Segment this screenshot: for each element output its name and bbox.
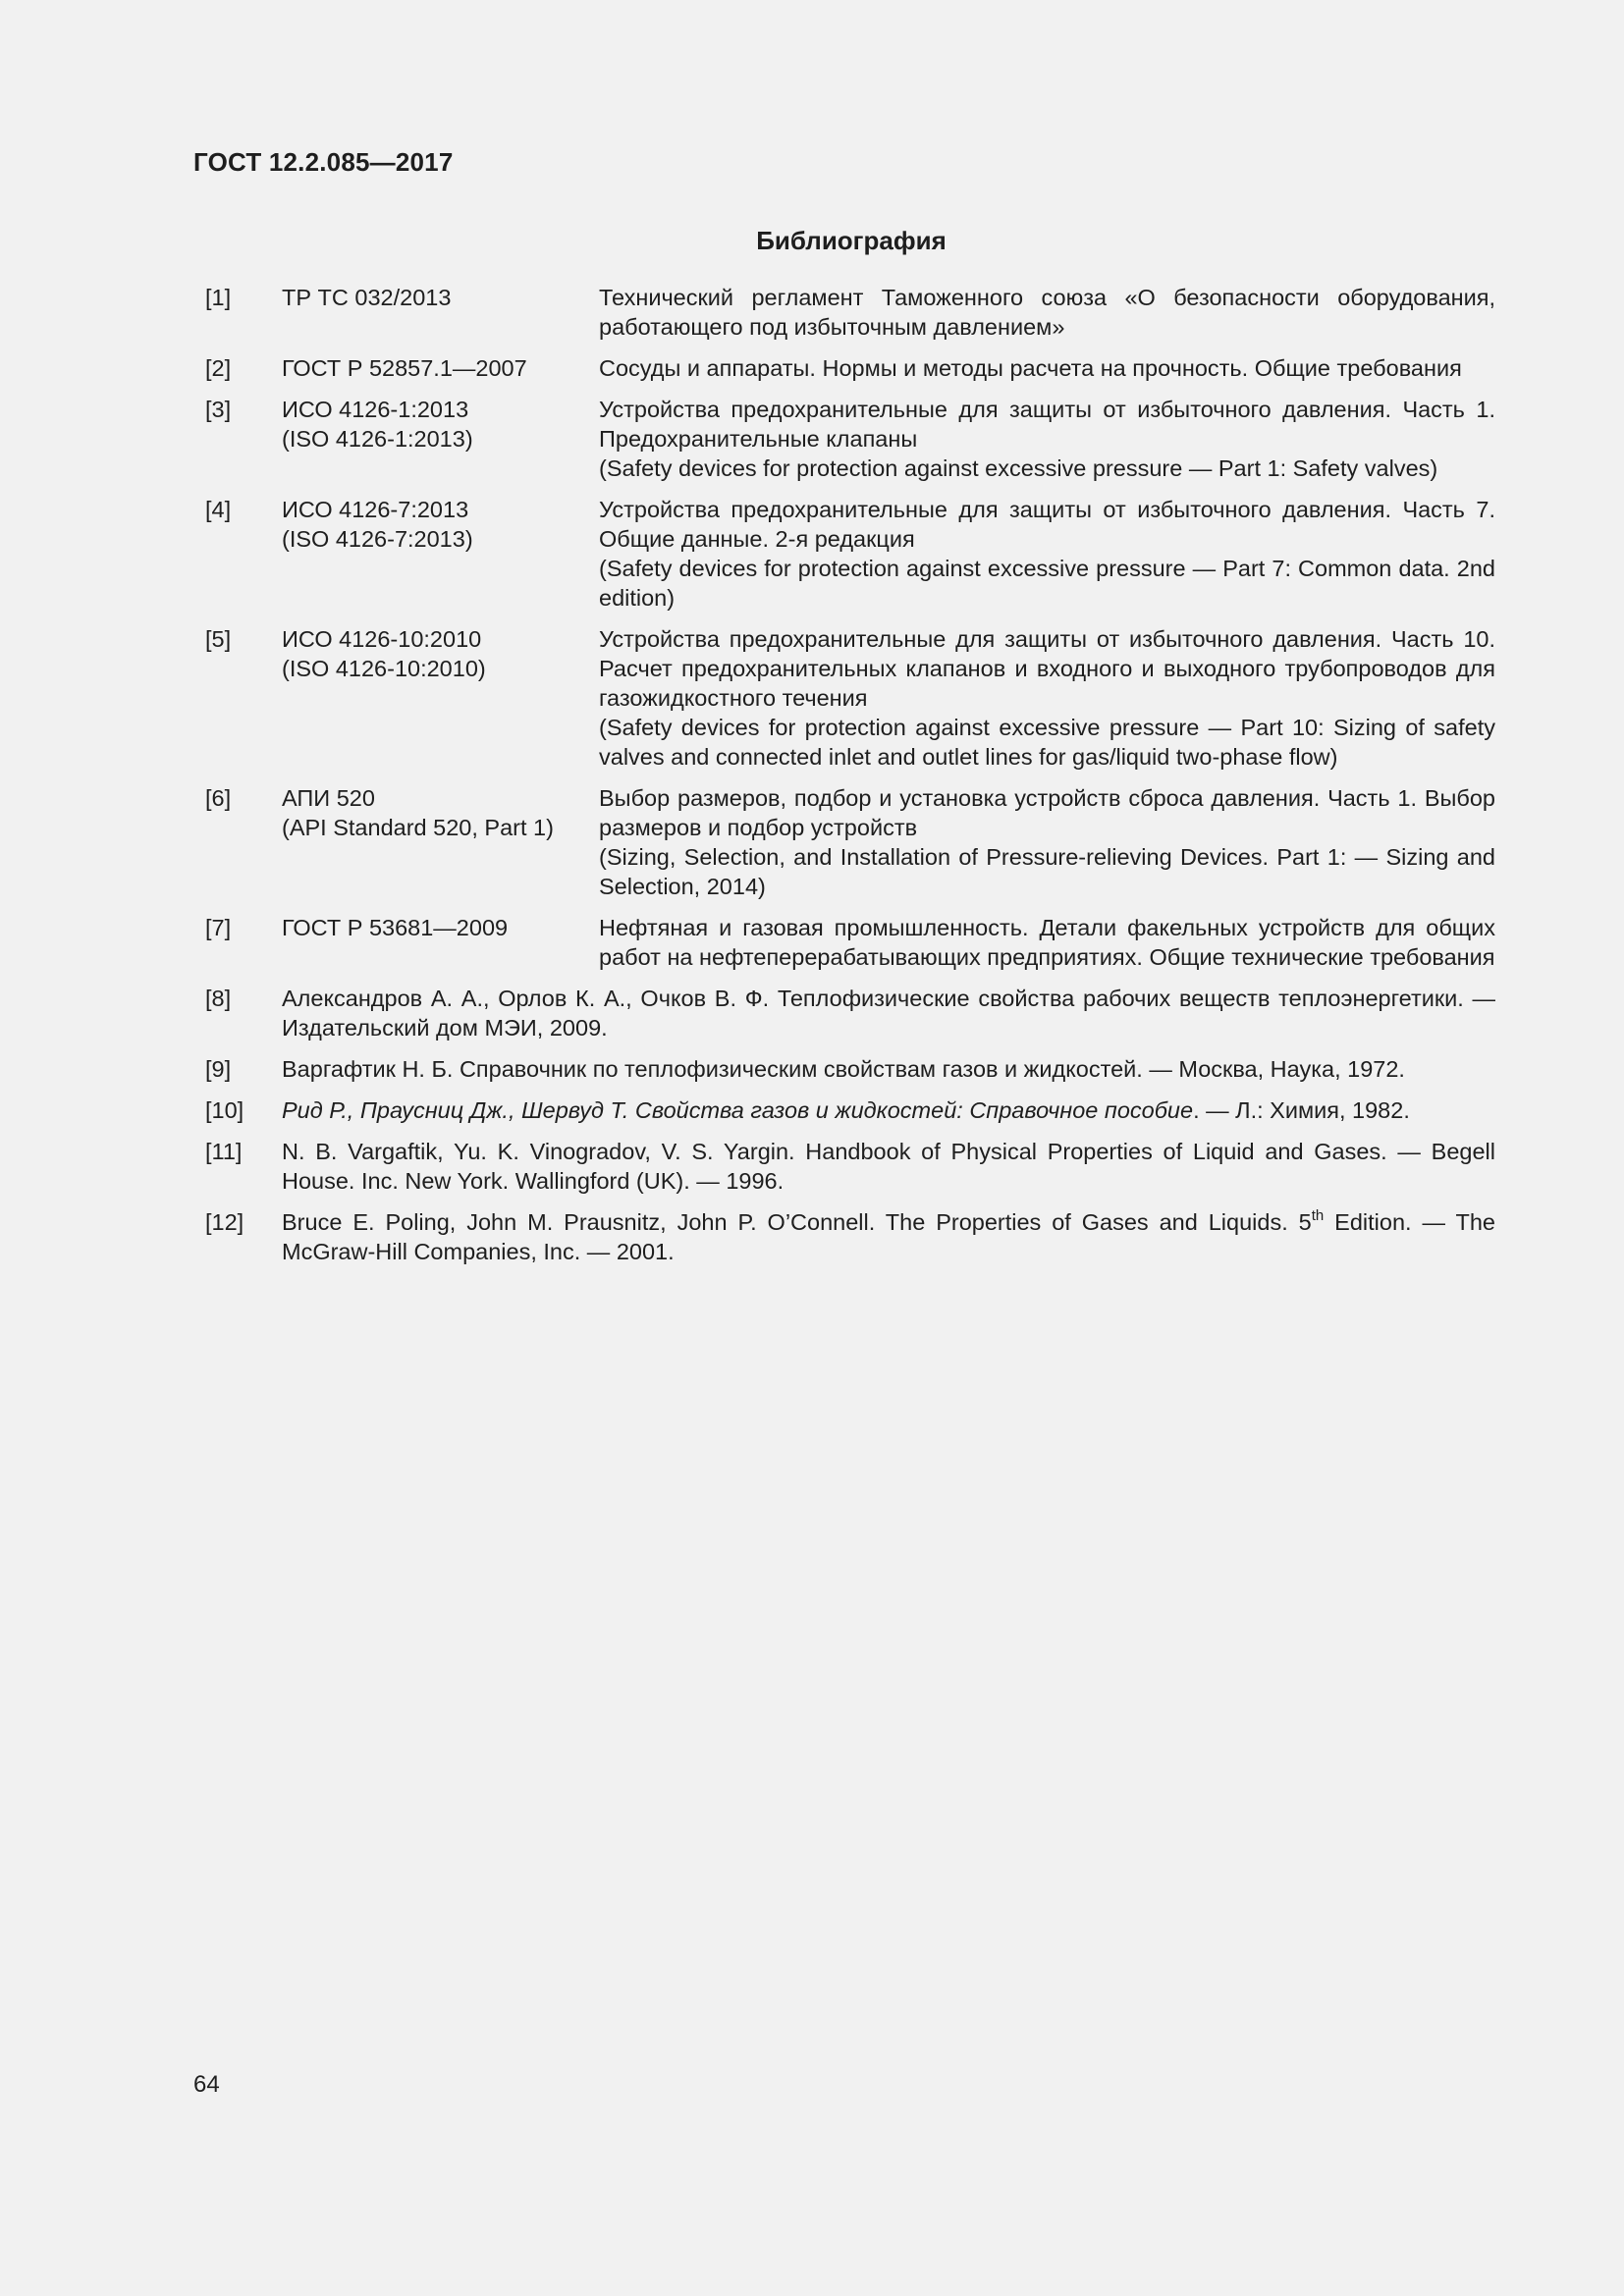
- entry-title: [599, 283, 1495, 342]
- entry-code-line: ГОСТ Р 53681—2009: [282, 915, 509, 940]
- entry-code-line: (API Standard 520, Part 1): [282, 815, 554, 840]
- entry-code: [282, 395, 599, 483]
- entry-reference-text: [282, 1095, 1495, 1125]
- entry-text-before: Bruce E. Poling, John M. Prausnitz, John P. O’Connell. The Properties of Gases and Liquids. 5: [282, 1209, 1312, 1235]
- bibliography-entry-8: [193, 984, 1495, 1042]
- document-id: ГОСТ 12.2.085—2017: [193, 147, 454, 177]
- entry-code: [282, 624, 599, 772]
- entry-number: [4]: [205, 497, 232, 522]
- entry-title-line: Технический регламент Таможенного союза «О безопасности оборудования, работающего под избыточным давлением»: [599, 285, 1495, 340]
- entry-title-line: (Safety devices for protection against excessive pressure — Part 1: Safety valves): [599, 455, 1438, 481]
- entry-code-line: ИСО 4126-10:2010: [282, 626, 482, 652]
- entry-code: [282, 283, 599, 342]
- entry-title-line: (Sizing, Selection, and Installation of Pressure-relieving Devices. Part 1: — Sizing and Selection, 2014): [599, 844, 1495, 899]
- bibliography-entry-12: [193, 1207, 1495, 1266]
- entry-title: [599, 495, 1495, 613]
- entry-code-line: ГОСТ Р 52857.1—2007: [282, 355, 527, 381]
- entry-title-line: Сосуды и аппараты. Нормы и методы расчета на прочность. Общие требования: [599, 355, 1462, 381]
- bibliography-entry-1: [193, 283, 1495, 342]
- entry-code: [282, 913, 599, 972]
- entry-title-line: Устройства предохранительные для защиты от избыточного давления. Часть 7. Общие данные. 2-я редакция: [599, 497, 1495, 552]
- entry-title: [599, 624, 1495, 772]
- bibliography-entry-7: [193, 913, 1495, 972]
- entry-code-line: (ISO 4126-7:2013): [282, 526, 473, 552]
- entry-code-line: (ISO 4126-1:2013): [282, 426, 473, 452]
- entry-number: [7]: [205, 915, 232, 940]
- entry-title-line: Выбор размеров, подбор и установка устройств сброса давления. Часть 1. Выбор размеров и подбор устройств: [599, 785, 1495, 840]
- entry-title: [599, 353, 1495, 383]
- entry-text-after: Edition. — The McGraw-Hill Companies, Inc. — 2001.: [282, 1209, 1495, 1264]
- entry-code-line: АПИ 520: [282, 785, 375, 811]
- entry-reference-text: Александров А. А., Орлов К. А., Очков В. Ф. Теплофизические свойства рабочих веществ теплоэнергетики. — Издательский дом МЭИ, 2009.: [282, 986, 1495, 1041]
- bibliography-entry-11: [193, 1137, 1495, 1196]
- entry-reference-text: N. B. Vargaftik, Yu. K. Vinogradov, V. S. Yargin. Handbook of Physical Properties of Liquid and Gases. — Begell House. Inc. New York. Wallingford (UK). — 1996.: [282, 1139, 1495, 1194]
- bibliography-entry-6: [193, 783, 1495, 901]
- entry-title-line: Устройства предохранительные для защиты от избыточного давления. Часть 1. Предохранительные клапаны: [599, 397, 1495, 452]
- entry-code-line: ИСО 4126-7:2013: [282, 497, 469, 522]
- entry-title-line: Устройства предохранительные для защиты от избыточного давления. Часть 10. Расчет предохранительных клапанов и входного и выходного трубопроводов для газожидкостного течения: [599, 626, 1495, 711]
- entry-number: [9]: [205, 1056, 232, 1082]
- entry-title-line: (Safety devices for protection against excessive pressure — Part 10: Sizing of safety valves and connected inlet and outlet lines for gas/liquid two-phase flow): [599, 715, 1495, 770]
- entry-code-line: (ISO 4126-10:2010): [282, 656, 486, 681]
- entry-number: [5]: [205, 626, 232, 652]
- entry-code: [282, 495, 599, 613]
- bibliography-entry-5: [193, 624, 1495, 772]
- bibliography-list: [193, 283, 1495, 1278]
- entry-italic-text: Рид Р., Праусниц Дж., Шервуд Т. Свойства газов и жидкостей: Справочное пособие: [282, 1097, 1194, 1123]
- entry-title: [599, 395, 1495, 483]
- entry-code: [282, 353, 599, 383]
- entry-rest-text: . — Л.: Химия, 1982.: [1193, 1097, 1410, 1123]
- entry-title: [599, 783, 1495, 901]
- entry-number: [10]: [205, 1097, 244, 1123]
- bibliography-entry-3: [193, 395, 1495, 483]
- entry-title: [599, 913, 1495, 972]
- entry-number: [11]: [205, 1139, 243, 1164]
- bibliography-entry-4: [193, 495, 1495, 613]
- entry-number: [2]: [205, 355, 232, 381]
- section-title: Библиография: [756, 226, 947, 255]
- entry-number: [6]: [205, 785, 232, 811]
- entry-superscript: th: [1311, 1207, 1325, 1224]
- entry-title-line: (Safety devices for protection against excessive pressure — Part 7: Common data. 2nd edition): [599, 556, 1495, 611]
- bibliography-entry-2: [193, 353, 1495, 383]
- entry-code-line: ТР ТС 032/2013: [282, 285, 452, 310]
- page-number: 64: [193, 2071, 220, 2098]
- entry-reference-text: [282, 1207, 1495, 1266]
- entry-reference-text: Варгафтик Н. Б. Справочник по теплофизическим свойствам газов и жидкостей. — Москва, Наука, 1972.: [282, 1056, 1405, 1082]
- bibliography-entry-9: [193, 1054, 1495, 1084]
- bibliography-entry-10: [193, 1095, 1495, 1125]
- entry-code-line: ИСО 4126-1:2013: [282, 397, 469, 422]
- entry-title-line: Нефтяная и газовая промышленность. Детали факельных устройств для общих работ на нефтеперерабатывающих предприятиях. Общие технические требования: [599, 915, 1495, 970]
- entry-number: [3]: [205, 397, 232, 422]
- entry-number: [12]: [205, 1209, 244, 1235]
- entry-number: [8]: [205, 986, 232, 1011]
- entry-number: [1]: [205, 285, 232, 310]
- entry-code: [282, 783, 599, 901]
